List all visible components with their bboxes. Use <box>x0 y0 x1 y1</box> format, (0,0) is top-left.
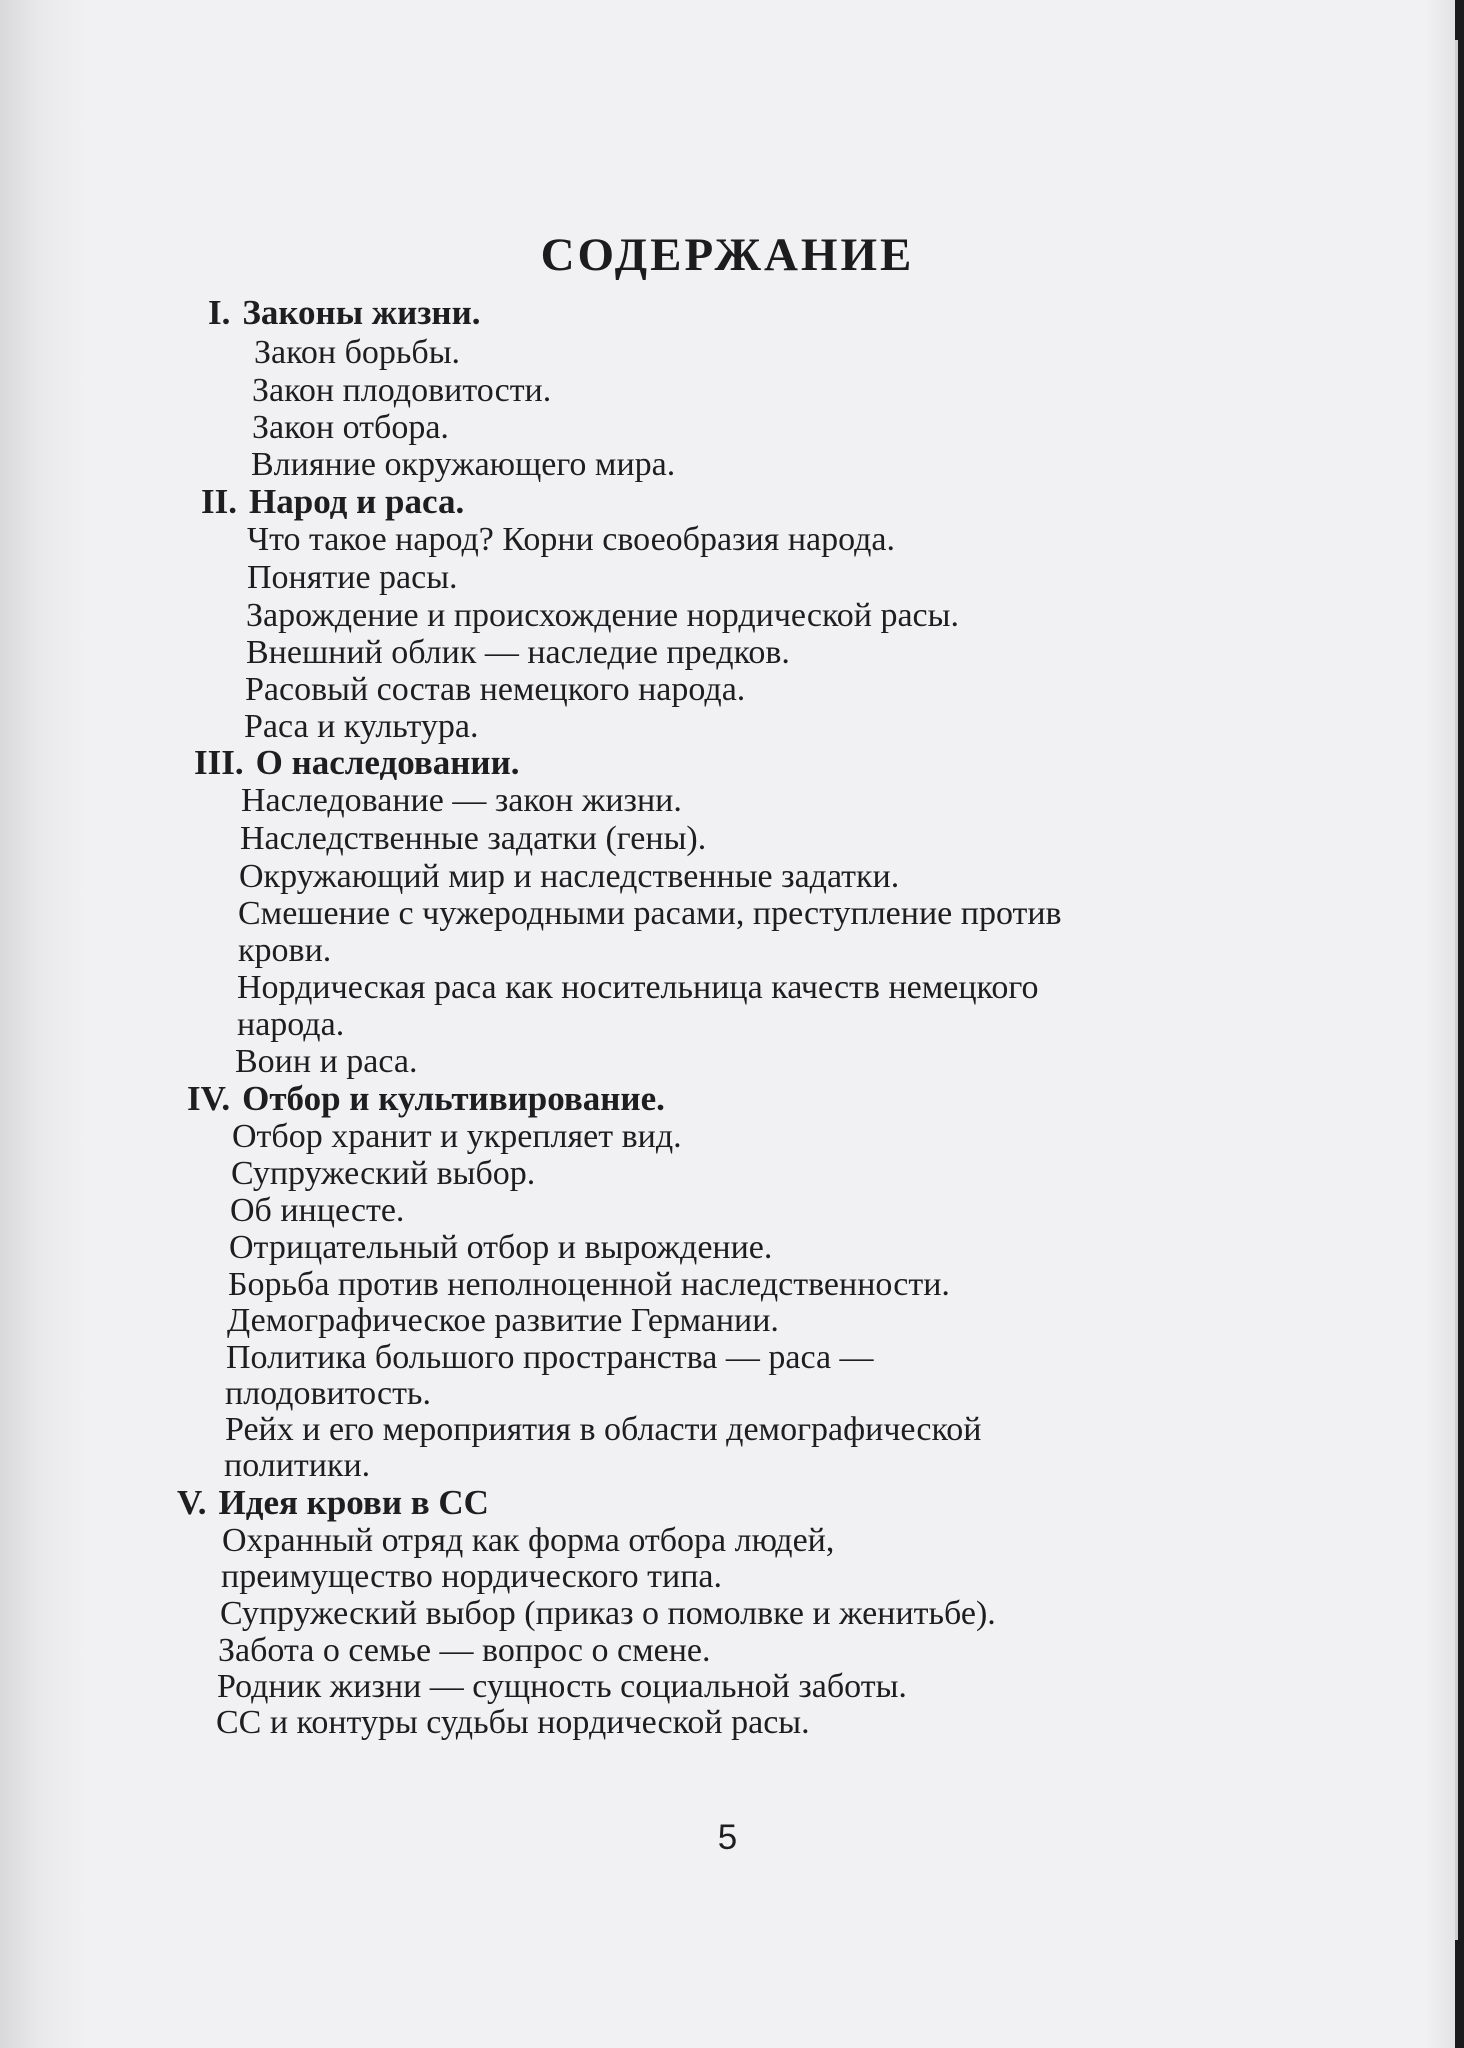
toc-entry: СС и контуры судьбы нордической расы. <box>216 1704 810 1741</box>
section-heading-2 <box>201 483 464 521</box>
toc-entry: Закон борьбы. <box>254 334 461 371</box>
section-heading-3 <box>194 744 520 782</box>
toc-entry: Понятие расы. <box>247 559 458 596</box>
page-edge <box>1455 40 1458 1940</box>
section-number: I. <box>208 293 231 332</box>
toc-entry: Супружеский выбор. <box>231 1155 536 1192</box>
toc-entry: Раса и культура. <box>244 708 479 745</box>
toc-entry: Смешение с чужеродными расами, преступление против <box>238 895 1062 932</box>
toc-entry: политики. <box>224 1447 371 1484</box>
page-title: СОДЕРЖАНИЕ <box>540 229 915 281</box>
page-number: 5 <box>717 1818 738 1857</box>
section-title: Идея крови в СС <box>218 1483 489 1522</box>
toc-entry: Влияние окружающего мира. <box>251 446 676 483</box>
section-title: Законы жизни. <box>242 293 481 332</box>
toc-entry: Наследование — закон жизни. <box>241 782 682 819</box>
toc-entry: Отрицательный отбор и вырождение. <box>229 1229 773 1266</box>
toc-entry: Супружеский выбор (приказ о помолвке и женитьбе). <box>220 1595 996 1632</box>
toc-entry: Расовый состав немецкого народа. <box>245 671 746 708</box>
section-number: V. <box>177 1483 207 1522</box>
toc-entry: крови. <box>238 932 332 969</box>
toc-entry: Зарождение и происхождение нордической расы. <box>246 597 959 634</box>
section-heading-4 <box>187 1080 665 1118</box>
toc-entry: Отбор хранит и укрепляет вид. <box>232 1118 682 1155</box>
toc-entry: Внешний облик — наследие предков. <box>246 634 790 671</box>
section-title: Отбор и культивирование. <box>242 1079 665 1118</box>
toc-entry: Политика большого пространства — раса — <box>226 1339 874 1376</box>
toc-entry: плодовитость. <box>225 1375 431 1412</box>
section-heading-1 <box>208 294 481 332</box>
section-title: Народ и раса. <box>249 482 465 521</box>
toc-entry: Охранный отряд как форма отбора людей, <box>222 1522 835 1559</box>
toc-entry: Об инцесте. <box>230 1192 405 1229</box>
toc-entry: Нордическая раса как носительница качеств немецкого <box>237 969 1039 1006</box>
section-heading-5 <box>177 1484 489 1522</box>
toc-entry: Забота о семье — вопрос о смене. <box>218 1632 711 1669</box>
section-number: II. <box>201 482 237 521</box>
toc-entry: Наследственные задатки (гены). <box>240 820 707 857</box>
toc-entry: Воин и раса. <box>235 1043 418 1080</box>
toc-entry: народа. <box>237 1006 345 1043</box>
toc-entry: Закон отбора. <box>252 409 449 446</box>
toc-entry: Демографическое развитие Германии. <box>227 1302 779 1339</box>
toc-entry: Борьба против неполноценной наследственности. <box>228 1266 950 1303</box>
section-number: III. <box>194 743 244 782</box>
toc-entry: Что такое народ? Корни своеобразия народа. <box>247 521 896 558</box>
section-title: О наследовании. <box>255 743 520 782</box>
toc-entry: Закон плодовитости. <box>252 372 552 409</box>
toc-entry: Рейх и его мероприятия в области демографической <box>225 1411 982 1448</box>
section-number: IV. <box>187 1079 231 1118</box>
toc-entry: преимущество нордического типа. <box>221 1558 722 1595</box>
toc-entry: Родник жизни — сущность социальной заботы. <box>217 1668 907 1705</box>
toc-entry: Окружающий мир и наследственные задатки. <box>239 858 900 895</box>
